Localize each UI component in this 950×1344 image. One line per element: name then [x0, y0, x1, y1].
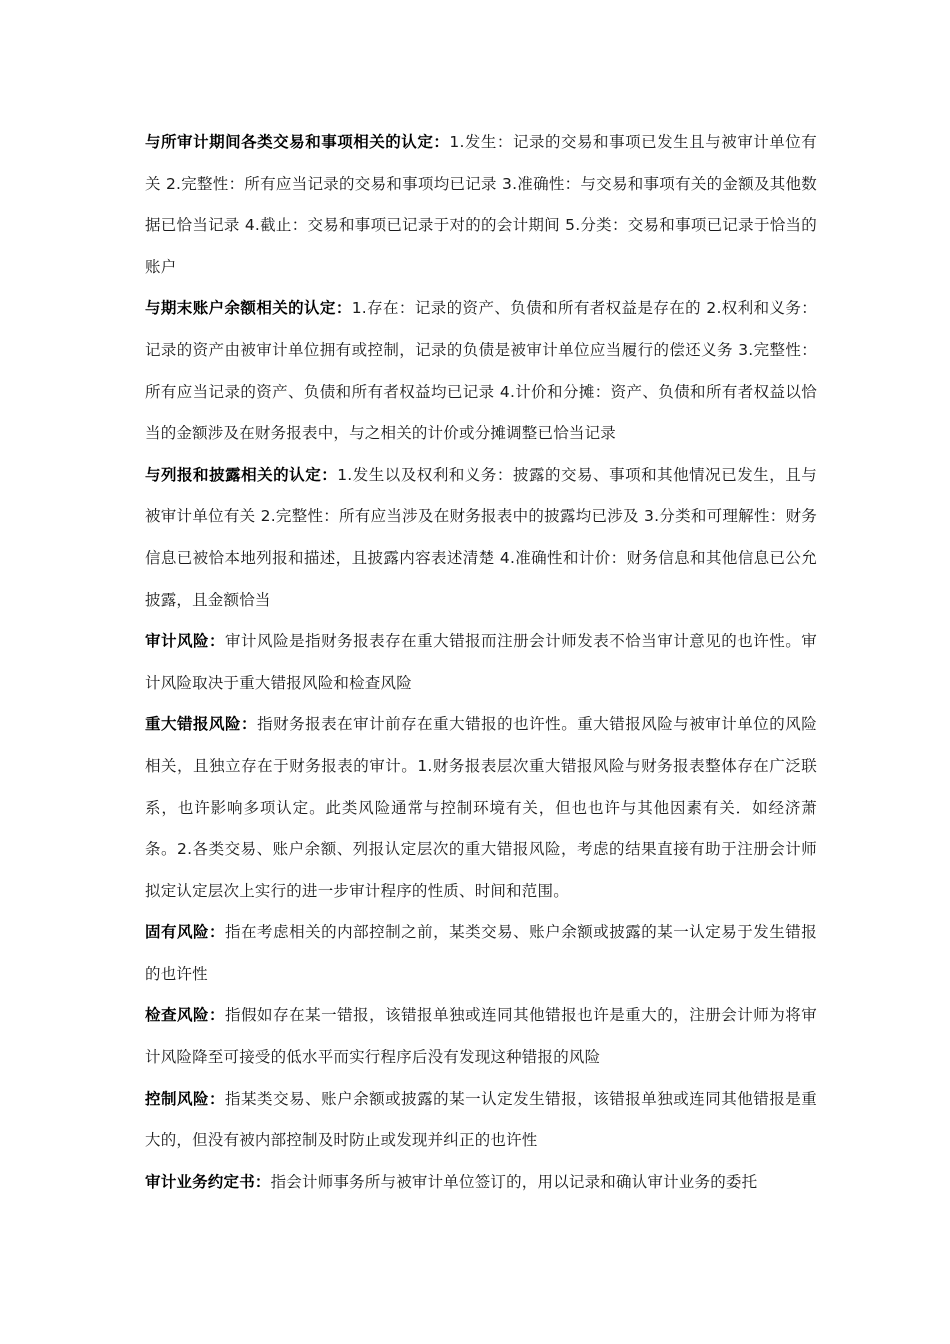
paragraph-inherent-risk [145, 912, 817, 995]
paragraph-control-risk [145, 1079, 817, 1162]
term-heading: 固有风险 [145, 923, 210, 942]
paragraph-text: 审计风险是指财务报表存在重大错报而注册会计师发表不恰当审计意见的也许性。审计风险取决于重大错报风险和检查风险 [145, 632, 817, 692]
paragraph-balance-assertions [145, 288, 817, 454]
paragraph-text: 指假如存在某一错报，该错报单独或连同其他错报也许是重大的，注册会计师为将审计风险降至可接受的低水平而实行程序后没有发现这种错报的风险 [145, 1006, 817, 1067]
paragraph-material-misstatement-risk [145, 704, 817, 912]
term-separator: ： [335, 299, 352, 318]
paragraph-text: 1.发生：记录的交易和事项已发生且与被审计单位有关 2.完整性：所有应当记录的交易和事项均已记录 3.准确性：与交易和事项有关的金额及其他数据已恰当记录 4.截止：交易和事项已记录于对的的会计期间 5.分类：交易和事项已记录于恰当的账户 [145, 133, 818, 276]
paragraph-engagement-letter [145, 1162, 817, 1204]
paragraph-detection-risk [145, 995, 817, 1078]
paragraph-disclosure-assertions [145, 455, 817, 621]
paragraph-text: 指会计师事务所与被审计单位签订的，用以记录和确认审计业务的委托 [270, 1172, 758, 1191]
term-heading: 与所审计期间各类交易和事项相关的认定 [145, 133, 434, 151]
term-separator: ： [209, 923, 226, 942]
paragraph-text: 指财务报表在审计前存在重大错报的也许性。重大错报风险与被审计单位的风险相关，且独立存在于财务报表的审计。1.财务报表层次重大错报风险与财务报表整体存在广泛联系，也许影响多项认定。此类风险通常与控制环境有关，但也也许与其他因素有关．如经济萧条。2.各类交易、账户余额、列报认定层次的重大错报风险，考虑的结果直接有助于注册会计师拟定认定层次上实行的进一步审计程序的性质、时间和范围。 [145, 715, 817, 900]
term-heading: 与期末账户余额相关的认定 [145, 299, 336, 318]
paragraph-text: 指某类交易、账户余额或披露的某一认定发生错报，该错报单独或连同其他错报是重大的，但没有被内部控制及时防止或发现并纠正的也许性 [145, 1089, 817, 1150]
term-heading: 检查风险 [145, 1006, 210, 1025]
term-separator: ： [241, 715, 258, 734]
term-separator: ： [254, 1172, 271, 1191]
term-heading: 审计风险 [145, 632, 210, 651]
term-heading: 重大错报风险 [145, 715, 242, 734]
paragraph-text: 指在考虑相关的内部控制之前，某类交易、账户余额或披露的某一认定易于发生错报的也许性 [145, 923, 817, 983]
paragraph-transaction-assertions [145, 122, 817, 288]
term-separator: ： [433, 133, 450, 151]
term-separator: ： [209, 1089, 226, 1108]
document-body [145, 122, 817, 1203]
term-heading: 控制风险 [145, 1089, 210, 1108]
paragraph-audit-risk [145, 621, 817, 704]
term-heading: 审计业务约定书 [145, 1172, 255, 1191]
term-separator: ： [209, 1006, 226, 1025]
term-separator: ： [321, 465, 338, 484]
term-heading: 与列报和披露相关的认定 [145, 465, 322, 484]
term-separator: ： [209, 632, 226, 651]
paragraph-text: 1.发生以及权利和义务：披露的交易、事项和其他情况已发生，且与被审计单位有关 2.完整性：所有应当涉及在财务报表中的披露均已涉及 3.分类和可理解性：财务信息已被恰本地列报和描述，且披露内容表述清楚 4.准确性和计价：财务信息和其他信息已公允披露，且金额恰当 [145, 465, 818, 609]
paragraph-text: 1.存在：记录的资产、负债和所有者权益是存在的 2.权利和义务：记录的资产由被审计单位拥有或控制，记录的负债是被审计单位应当履行的偿还义务 3.完整性：所有应当记录的资产、负债和所有者权益均已记录 4.计价和分摊：资产、负债和所有者权益以恰当的金额涉及在财务报表中，与之相关的计价或分摊调整已恰当记录 [145, 299, 817, 443]
